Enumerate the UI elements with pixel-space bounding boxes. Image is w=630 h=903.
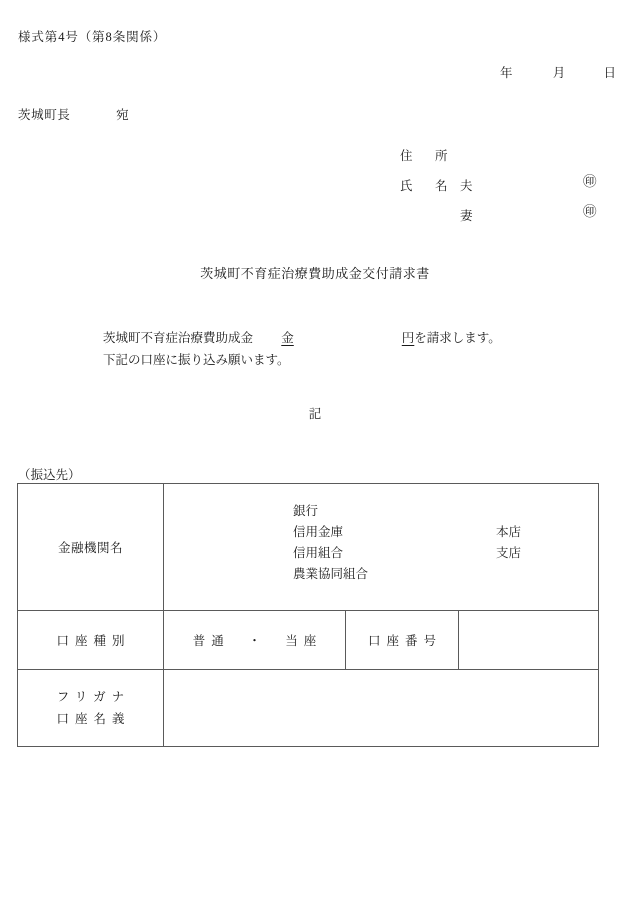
- document-title: 茨城町不育症治療費助成金交付請求書: [200, 266, 430, 281]
- address-label: 住 所: [400, 149, 453, 163]
- amount-field-wrap: [281, 331, 414, 345]
- account-holder-input[interactable]: [164, 670, 599, 747]
- account-holder-label: [18, 670, 164, 747]
- account-number-input[interactable]: [459, 611, 599, 670]
- furigana-label: フリガナ: [56, 690, 131, 704]
- account-name-label: 口座名義: [56, 712, 131, 726]
- institution-type-list: [293, 501, 368, 585]
- branch-type-item[interactable]: 本店: [496, 525, 522, 539]
- transfer-request-line: 下記の口座に振り込み願います。: [103, 353, 290, 367]
- institution-name-label: 金融機関名: [18, 484, 164, 611]
- seal-icon-husband: ㊞: [583, 174, 597, 189]
- addressee-honorific: 宛: [116, 108, 129, 122]
- transfer-section-label: （振込先）: [18, 468, 81, 482]
- day-label: 日: [603, 66, 617, 80]
- claim-suffix: を請求します。: [414, 331, 501, 345]
- applicant-address-row: [400, 146, 600, 176]
- institution-name-cell[interactable]: [164, 484, 599, 611]
- institution-types-wrap: [164, 484, 598, 610]
- applicant-block: [400, 146, 600, 236]
- amount-suffix: 円: [401, 331, 415, 345]
- branch-type-list: [496, 522, 521, 564]
- ki-marker: 記: [308, 407, 322, 421]
- date-line: [500, 63, 616, 81]
- table-row-institution: [18, 484, 599, 611]
- husband-label: 夫: [460, 179, 473, 193]
- account-number-label: 口座番号: [346, 611, 459, 670]
- wife-label: 妻: [460, 209, 473, 223]
- addressee: [18, 105, 129, 123]
- year-label: 年: [500, 66, 513, 80]
- institution-type-item[interactable]: 農業協同組合: [293, 567, 369, 581]
- institution-type-item[interactable]: 信用組合: [293, 546, 344, 560]
- bank-account-table: [17, 483, 599, 747]
- form-code: 様式第4号（第8条関係）: [18, 30, 167, 44]
- applicant-wife-row: [400, 206, 600, 236]
- table-row-account-type: [18, 611, 599, 670]
- branch-type-item[interactable]: 支店: [496, 546, 522, 560]
- amount-prefix: 金: [281, 331, 294, 345]
- account-type-options[interactable]: 普通 ・ 当座: [164, 611, 346, 670]
- month-label: 月: [552, 66, 566, 80]
- name-label: 氏 名: [400, 179, 453, 193]
- seal-icon-wife: ㊞: [583, 204, 597, 219]
- applicant-husband-row: [400, 176, 600, 206]
- body-text: [103, 328, 501, 372]
- account-type-label: 口座種別: [18, 611, 164, 670]
- addressee-title: 茨城町長: [18, 108, 71, 122]
- institution-type-item[interactable]: 銀行: [293, 504, 319, 518]
- institution-type-item[interactable]: 信用金庫: [293, 525, 344, 539]
- claim-amount-line: [103, 328, 501, 350]
- claim-prefix: 茨城町不育症治療費助成金: [103, 331, 254, 345]
- table-row-account-holder: [18, 670, 599, 747]
